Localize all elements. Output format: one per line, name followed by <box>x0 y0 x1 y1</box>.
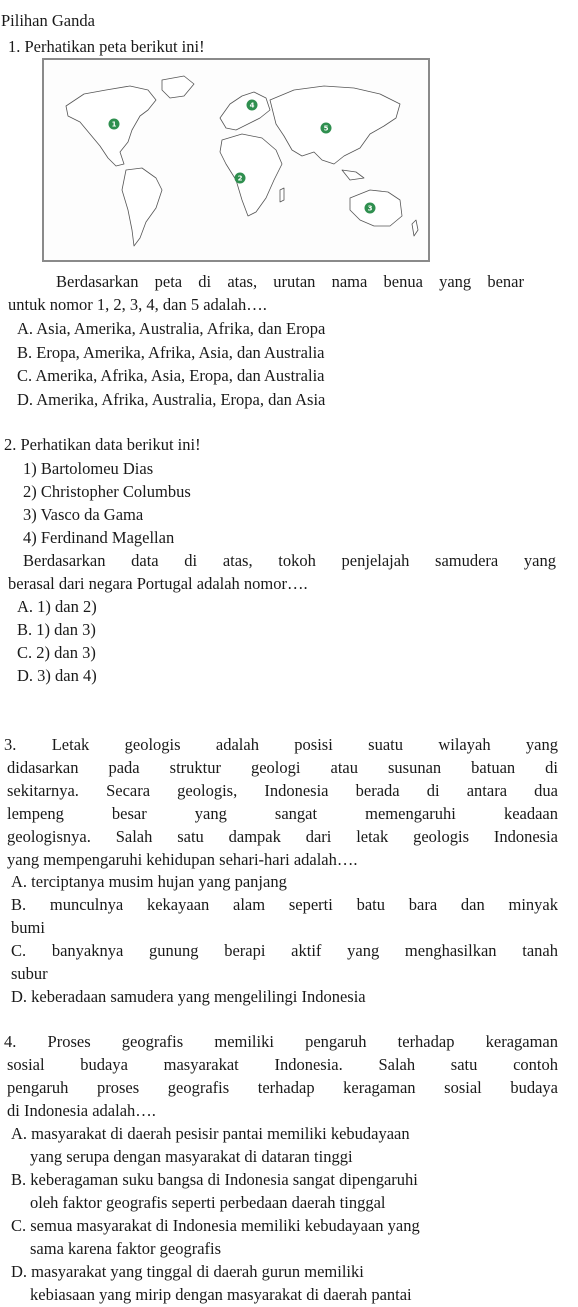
q4-option-b-line-2[interactable]: oleh faktor geografis seperti perbedaan daerah tinggal <box>30 1193 386 1212</box>
q3-text-line-5: geologisnya. Salah satu dampak dari letak geologis Indonesia <box>7 827 558 846</box>
q3-option-d[interactable]: D. keberadaan samudera yang mengelilingi Indonesia <box>11 987 366 1006</box>
map-marker-5-label: 5 <box>323 124 329 133</box>
map-marker-1-label: 1 <box>111 120 117 129</box>
map-marker-4 <box>247 100 258 111</box>
q3-text-line-3: sekitarnya. Secara geologis, Indonesia berada di antara dua <box>7 781 558 800</box>
q4-option-d-line-1[interactable]: D. masyarakat yang tinggal di daerah gurun memiliki <box>11 1262 364 1281</box>
q4-text-line-2: sosial budaya masyarakat Indonesia. Salah satu contoh <box>7 1055 558 1074</box>
map-marker-3 <box>365 203 376 214</box>
q1-option-c[interactable]: C. Amerika, Afrika, Asia, Eropa, dan Australia <box>17 366 325 385</box>
q4-text-line-4: di Indonesia adalah…. <box>7 1101 156 1120</box>
map-marker-5 <box>321 123 332 134</box>
africa-outline <box>220 134 282 216</box>
europe-outline <box>220 92 270 130</box>
q4-option-c-line-1[interactable]: C. semua masyarakat di Indonesia memiliki kebudayaan yang <box>11 1216 420 1235</box>
new-zealand-outline <box>412 220 418 236</box>
q4-text-line-3: pengaruh proses geografis terhadap keragaman sosial budaya <box>7 1078 558 1097</box>
q2-prompt: 2. Perhatikan data berikut ini! <box>4 435 201 454</box>
q3-text-line-4: lempeng besar yang sangat memengaruhi keadaan <box>7 804 558 823</box>
q1-stem-line-2: untuk nomor 1, 2, 3, 4, dan 5 adalah…. <box>8 295 267 314</box>
greenland-outline <box>162 76 194 98</box>
q3-text-line-2: didasarkan pada struktur geologi atau susunan batuan di <box>7 758 558 777</box>
world-map-drawing <box>44 60 428 260</box>
map-marker-2-label: 2 <box>237 174 243 183</box>
world-map <box>42 58 430 262</box>
q1-option-b[interactable]: B. Eropa, Amerika, Afrika, Asia, dan Australia <box>17 343 325 362</box>
q2-option-d[interactable]: D. 3) dan 4) <box>17 666 97 685</box>
map-marker-3-label: 3 <box>367 204 373 213</box>
q2-stem-line-2: berasal dari negara Portugal adalah nomor…. <box>8 574 308 593</box>
map-marker-4-label: 4 <box>249 101 255 110</box>
australia-outline <box>350 190 402 226</box>
asia-outline <box>270 86 400 164</box>
section-title: Pilihan Ganda <box>1 11 95 30</box>
madagascar-outline <box>280 188 284 202</box>
q4-option-b-line-1[interactable]: B. keberagaman suku bangsa di Indonesia sangat dipengaruhi <box>11 1170 418 1189</box>
q1-prompt: 1. Perhatikan peta berikut ini! <box>8 37 205 56</box>
q3-option-b-line-1[interactable]: B. munculnya kekayaan alam seperti batu bara dan minyak <box>11 895 558 914</box>
southeast-asia-islands-outline <box>342 170 364 180</box>
q2-item-2: 2) Christopher Columbus <box>23 482 191 501</box>
q4-option-a-line-2[interactable]: yang serupa dengan masyarakat di dataran tinggi <box>30 1147 353 1166</box>
q2-item-1: 1) Bartolomeu Dias <box>23 459 154 478</box>
q4-option-a-line-1[interactable]: A. masyarakat di daerah pesisir pantai memiliki kebudayaan <box>11 1124 410 1143</box>
south-america-outline <box>122 168 162 246</box>
q3-text-line-1: 3. Letak geologis adalah posisi suatu wilayah yang <box>4 735 558 754</box>
q2-option-b[interactable]: B. 1) dan 3) <box>17 620 96 639</box>
q1-stem-line-1: Berdasarkan peta di atas, urutan nama benua yang benar <box>56 272 524 291</box>
map-marker-2 <box>235 173 246 184</box>
q4-option-c-line-2[interactable]: sama karena faktor geografis <box>30 1239 222 1258</box>
q1-option-a[interactable]: A. Asia, Amerika, Australia, Afrika, dan Eropa <box>17 319 326 338</box>
q2-option-a[interactable]: A. 1) dan 2) <box>17 597 97 616</box>
q3-option-c-line-1[interactable]: C. banyaknya gunung berapi aktif yang menghasilkan tanah <box>11 941 558 960</box>
q2-option-c[interactable]: C. 2) dan 3) <box>17 643 96 662</box>
q3-option-c-line-2[interactable]: subur <box>11 964 48 983</box>
q2-item-4: 4) Ferdinand Magellan <box>23 528 175 547</box>
q3-option-a[interactable]: A. terciptanya musim hujan yang panjang <box>11 872 287 891</box>
q4-text-line-1: 4. Proses geografis memiliki pengaruh terhadap keragaman <box>4 1032 558 1051</box>
q2-stem-line-1: Berdasarkan data di atas, tokoh penjelajah samudera yang <box>23 551 556 570</box>
q4-option-d-line-2[interactable]: kebiasaan yang mirip dengan masyarakat di daerah pantai <box>30 1285 412 1304</box>
q1-option-d[interactable]: D. Amerika, Afrika, Australia, Eropa, dan Asia <box>17 390 326 409</box>
q3-option-b-line-2[interactable]: bumi <box>11 918 45 937</box>
q3-text-line-6: yang mempengaruhi kehidupan sehari-hari adalah…. <box>7 850 358 869</box>
q2-item-3: 3) Vasco da Gama <box>23 505 144 524</box>
map-marker-1 <box>109 119 120 130</box>
